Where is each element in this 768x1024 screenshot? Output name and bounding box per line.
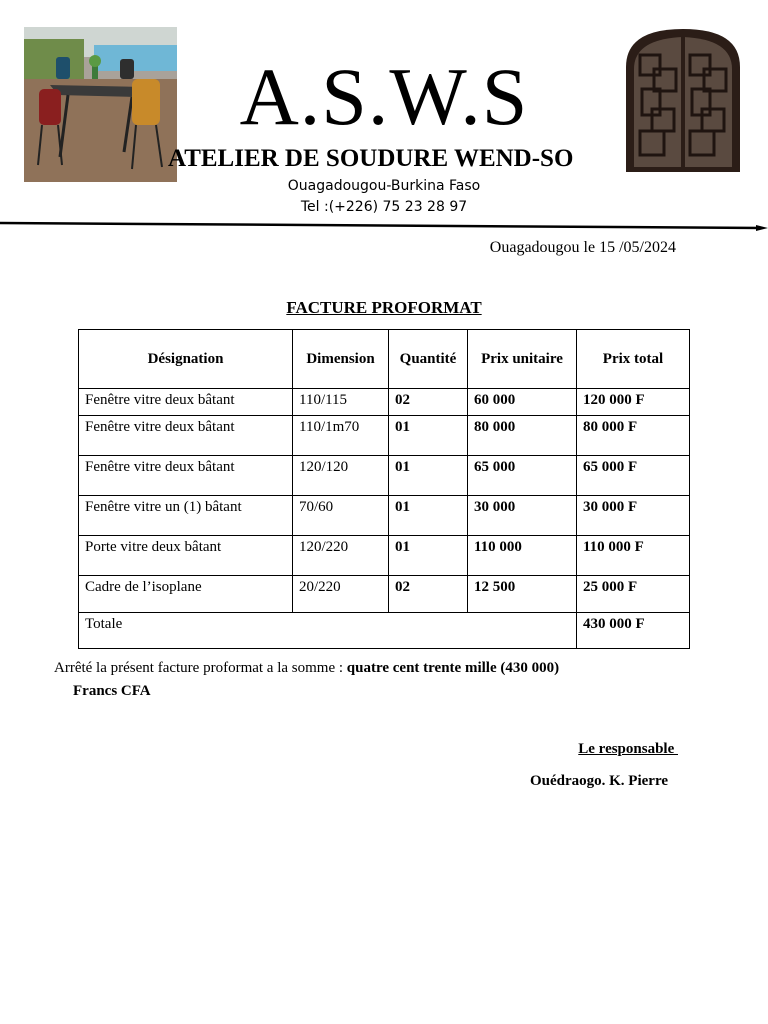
cell-designation: Fenêtre vitre un (1) bâtant — [79, 496, 293, 536]
summary-amount-words: quatre cent trente mille (430 000) — [346, 660, 560, 676]
cell-unit-price: 110 000 — [468, 536, 577, 576]
header-divider — [0, 219, 768, 233]
total-row — [79, 613, 690, 649]
cell-designation: Fenêtre vitre deux bâtant — [79, 416, 293, 456]
total-label: Totale — [79, 613, 577, 649]
amount-summary — [54, 657, 694, 703]
cell-quantity: 02 — [389, 576, 468, 613]
cell-total-price: 65 000 F — [577, 456, 690, 496]
cell-total-price: 110 000 F — [577, 536, 690, 576]
total-value: 430 000 F — [577, 613, 690, 649]
cell-designation: Cadre de l’isoplane — [79, 576, 293, 613]
cell-quantity: 01 — [389, 536, 468, 576]
header-dimension: Dimension — [293, 330, 389, 389]
cell-dimension: 110/1m70 — [293, 416, 389, 456]
cell-total-price: 120 000 F — [577, 389, 690, 416]
table-header-row — [79, 330, 690, 389]
table-row — [79, 456, 690, 496]
brand-acronym: A.S.W.S — [239, 51, 529, 142]
cell-total-price: 25 000 F — [577, 576, 690, 613]
signature-title: Le responsable — [578, 741, 678, 757]
company-name: ATELIER DE SOUDURE WEND-SO — [168, 145, 574, 172]
cell-designation: Fenêtre vitre deux bâtant — [79, 389, 293, 416]
cell-total-price: 30 000 F — [577, 496, 690, 536]
cell-unit-price: 80 000 — [468, 416, 577, 456]
cell-dimension: 120/120 — [293, 456, 389, 496]
summary-currency: Francs CFA — [73, 683, 151, 699]
summary-prefix: Arrêté la présent facture proformat a la somme : — [54, 660, 347, 676]
cell-quantity: 01 — [389, 496, 468, 536]
cell-unit-price: 65 000 — [468, 456, 577, 496]
invoice-date: Ouagadougou le 15 /05/2024 — [489, 239, 676, 256]
header-total-price: Prix total — [577, 330, 690, 389]
table-row — [79, 576, 690, 613]
signature-name: Ouédraogo. K. Pierre — [529, 773, 668, 789]
cell-unit-price: 60 000 — [468, 389, 577, 416]
cell-dimension: 110/115 — [293, 389, 389, 416]
cell-total-price: 80 000 F — [577, 416, 690, 456]
cell-dimension: 20/220 — [293, 576, 389, 613]
cell-designation: Fenêtre vitre deux bâtant — [79, 456, 293, 496]
table-row — [79, 389, 690, 416]
header-quantity: Quantité — [389, 330, 468, 389]
cell-quantity: 01 — [389, 456, 468, 496]
cell-designation: Porte vitre deux bâtant — [79, 536, 293, 576]
document-title: FACTURE PROFORMAT — [286, 298, 482, 317]
cell-dimension: 120/220 — [293, 536, 389, 576]
table-row — [79, 416, 690, 456]
invoice-table — [78, 329, 690, 649]
cell-quantity: 01 — [389, 416, 468, 456]
header-designation: Désignation — [79, 330, 293, 389]
cell-dimension: 70/60 — [293, 496, 389, 536]
cell-quantity: 02 — [389, 389, 468, 416]
cell-unit-price: 30 000 — [468, 496, 577, 536]
table-row — [79, 496, 690, 536]
company-address: Ouagadougou-Burkina Faso — [287, 178, 481, 194]
company-phone: Tel :(+226) 75 23 28 97 — [300, 199, 468, 215]
cell-unit-price: 12 500 — [468, 576, 577, 613]
header-unit-price: Prix unitaire — [468, 330, 577, 389]
table-row — [79, 536, 690, 576]
